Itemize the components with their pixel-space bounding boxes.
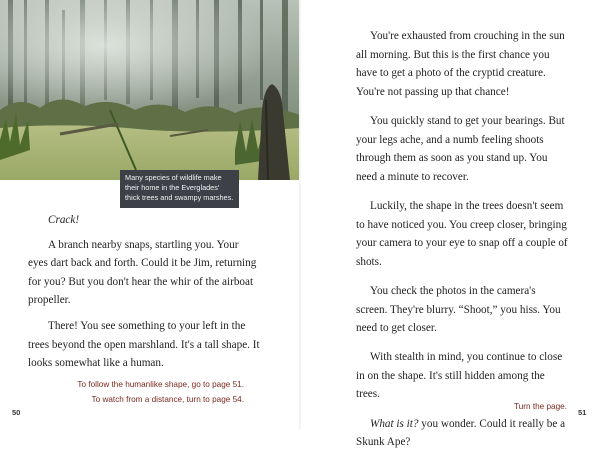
paragraph-final [356, 415, 568, 452]
swamp-illustration [0, 0, 300, 180]
photo-caption: Many species of wildlife make their home in the Everglades' thick trees and swampy marshes. [120, 170, 239, 208]
paragraph: You quickly stand to get your bearings. But your legs ache, and a numb feeling shoots through them as soon as you stand up. You need a minute to recover. [356, 114, 565, 183]
page-number-right: 51 [578, 408, 587, 417]
italic-question: What is it? [370, 417, 419, 430]
choice-watch-distance[interactable]: To watch from a distance, turn to page 54. [91, 394, 244, 404]
paragraph: Crack! [48, 214, 80, 226]
paragraph: There! You see something to your left in the trees beyond the open marshland. It's a tall shape. It looks somewhat like a human. [28, 319, 260, 370]
page-number-left: 50 [12, 408, 21, 417]
choice-follow-shape[interactable]: To follow the humanlike shape, go to page 51. [77, 380, 244, 389]
left-page-text [28, 211, 260, 380]
paragraph: Luckily, the shape in the trees doesn't seem to have noticed you. You creep closer, bringing your camera to your eye to snap off a couple of shots. [356, 199, 568, 268]
book-gutter [299, 0, 301, 429]
turn-page-link[interactable]: Turn the page. [514, 402, 567, 411]
paragraph: A branch nearby snaps, startling you. Your eyes dart back and forth. Could it be Jim, returning for you? But you don't hear the whir of the airboat propeller. [28, 238, 257, 307]
right-page-text [356, 27, 568, 462]
paragraph: You're exhausted from crouching in the sun all morning. But this is the first chance you have to get a photo of the cryptid creature. You're not passing up that chance! [356, 30, 565, 98]
final-text: you wonder. Could it really be a Skunk Ape? [356, 417, 566, 449]
paragraph: You check the photos in the camera's screen. They're blurry. “Shoot,” you hiss. You need to get closer. [356, 284, 561, 335]
everglades-photo [0, 0, 300, 180]
paragraph: With stealth in mind, you continue to close in on the shape. It's still hidden among the trees. [356, 351, 563, 401]
story-choices [28, 378, 244, 407]
